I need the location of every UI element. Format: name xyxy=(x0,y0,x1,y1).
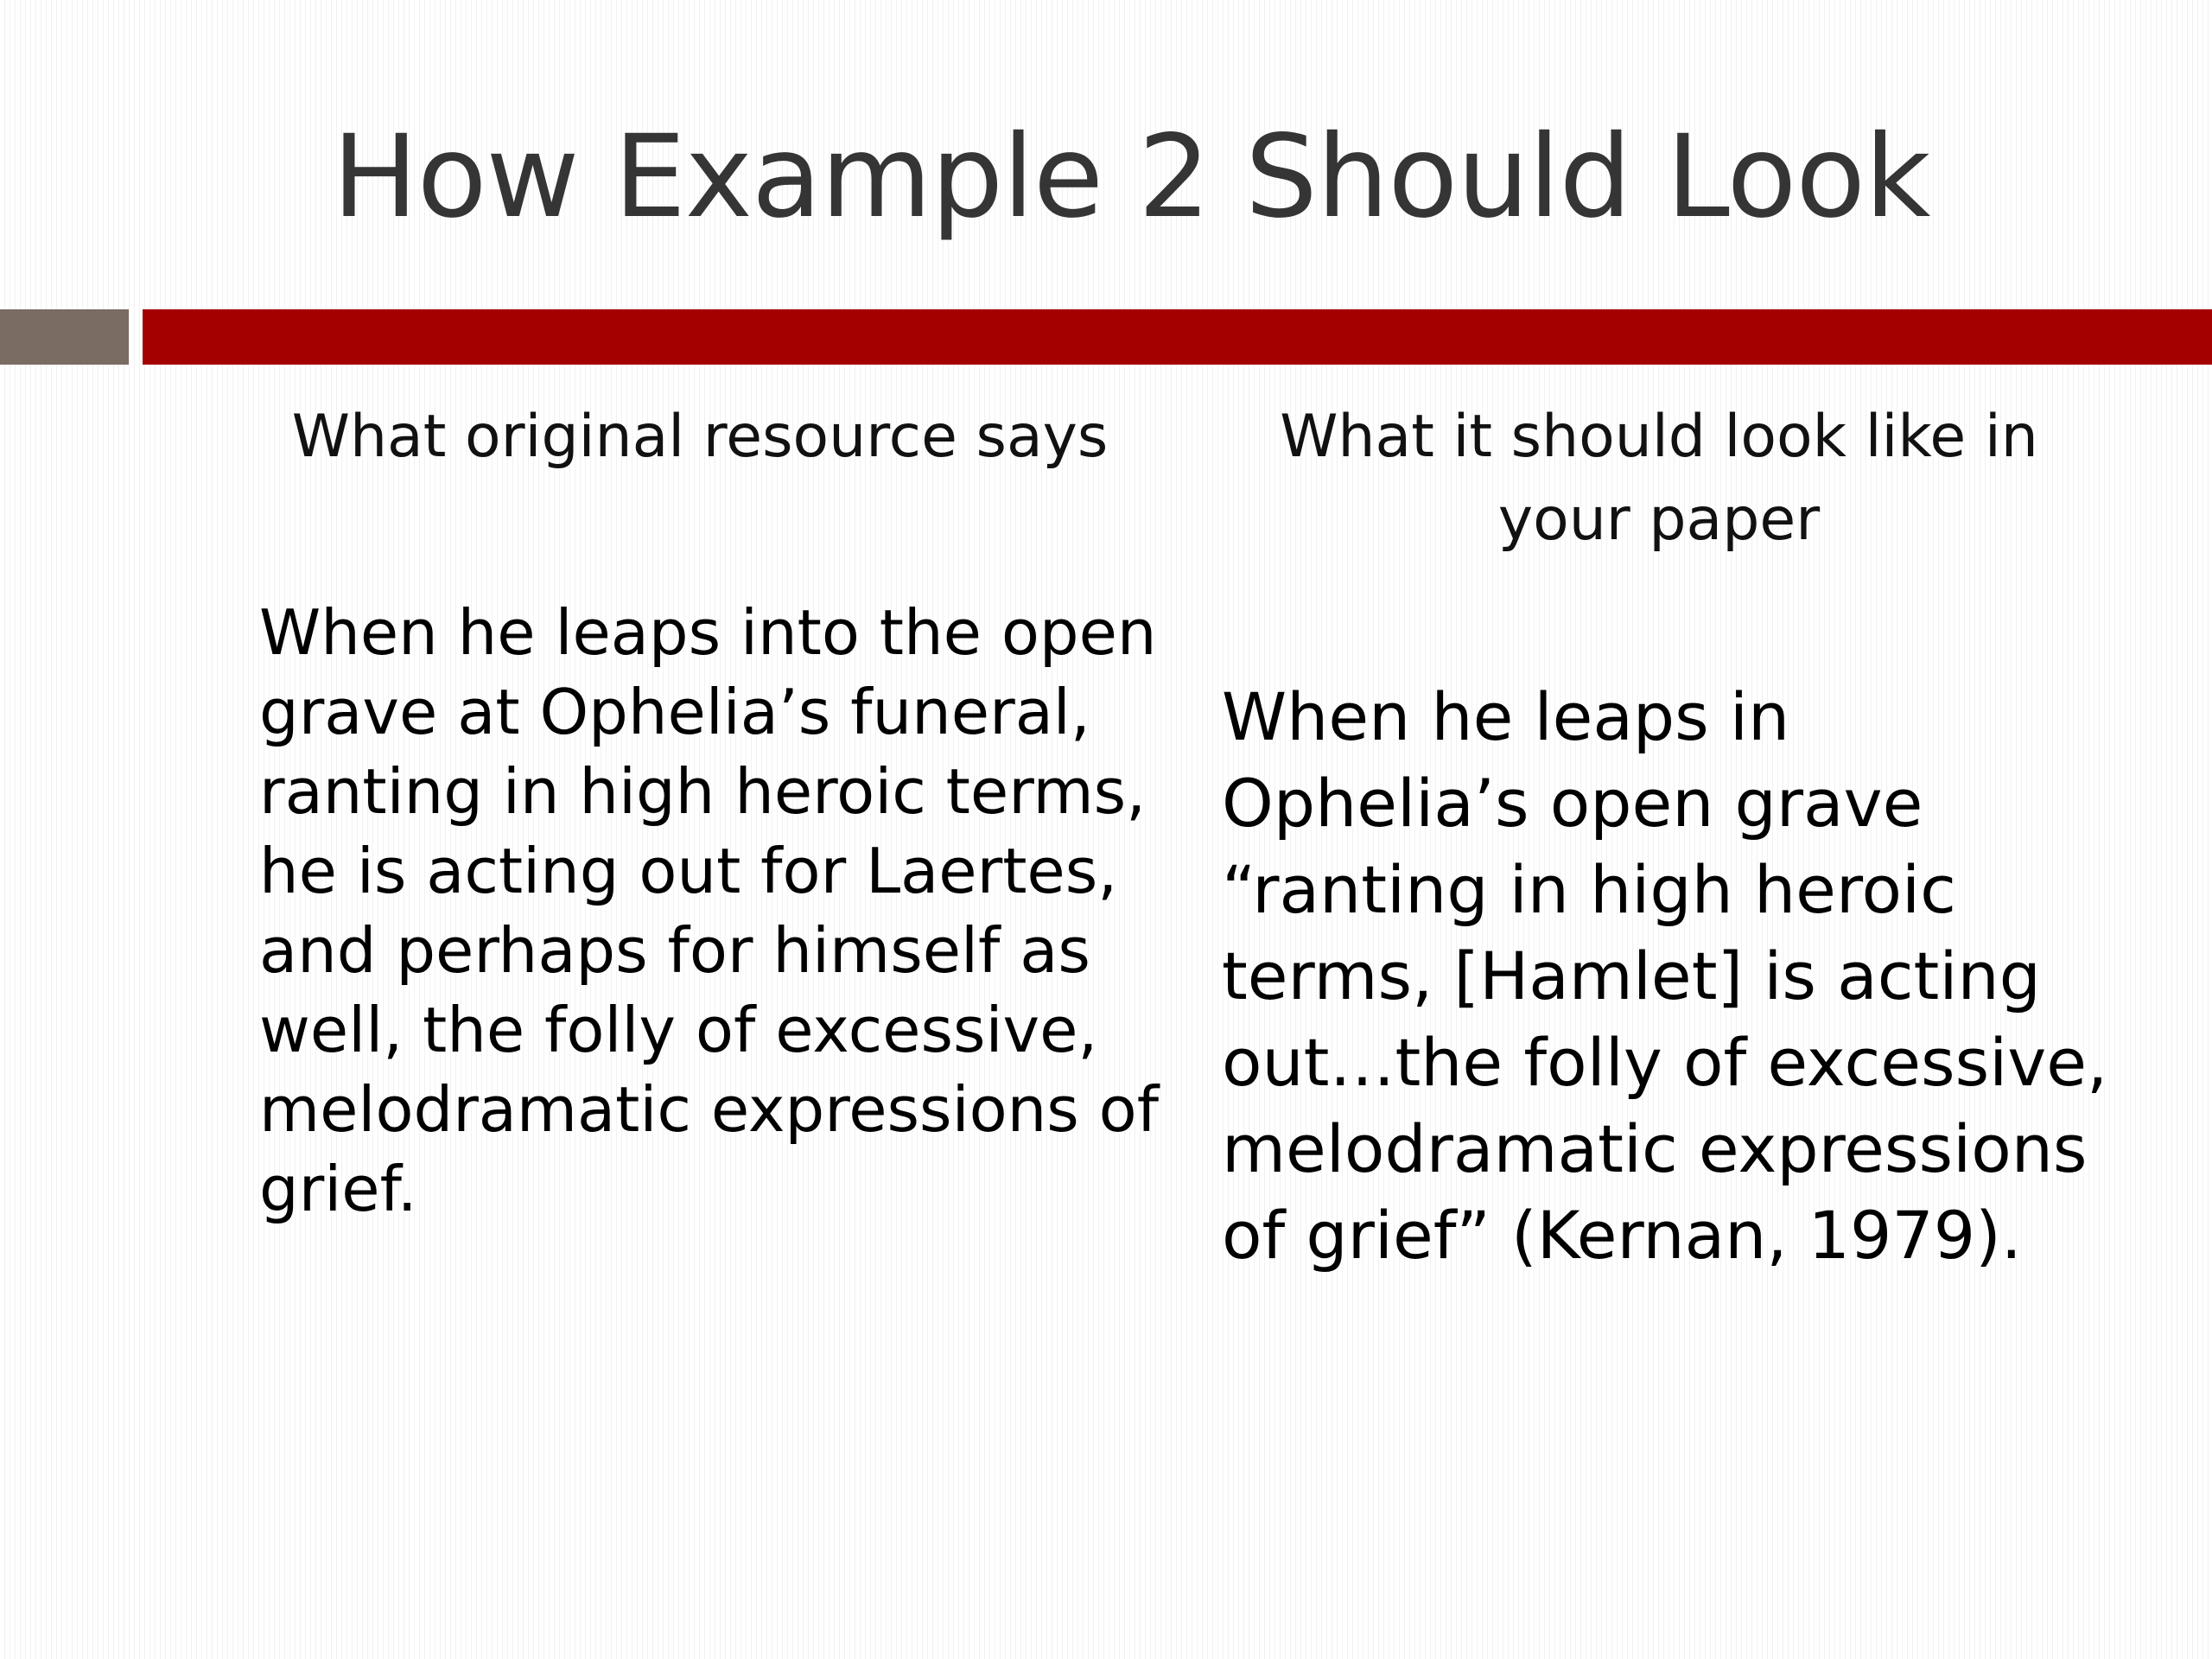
paper-quote-line: When he leaps in xyxy=(1222,678,1790,755)
paper-version-quote xyxy=(1222,674,2120,1279)
paper-quote-line: of grief” (Kernan, 1979). xyxy=(1222,1197,2022,1274)
right-column-heading-line: your paper xyxy=(1497,486,1821,554)
original-quote-line: grave at Ophelia’s funeral, xyxy=(259,676,1090,748)
original-quote-line: and perhaps for himself as xyxy=(259,914,1090,987)
original-source-quote xyxy=(259,593,1175,1229)
paper-quote-line: “ranting in high heroic xyxy=(1222,851,1956,928)
right-column-heading-line: What it should look like in xyxy=(1280,403,2038,471)
original-quote-line: When he leaps into the open xyxy=(259,596,1157,669)
paper-quote-line: terms, [Hamlet] is acting xyxy=(1222,938,2041,1014)
original-quote-line: ranting in high heroic terms, xyxy=(259,755,1147,828)
slide-title: How Example 2 Should Look xyxy=(332,111,1930,244)
title-underline-red-bar xyxy=(143,309,2212,365)
left-column-heading: What original resource says xyxy=(291,403,1109,471)
original-quote-line: melodramatic expressions of xyxy=(259,1073,1160,1146)
right-column-heading xyxy=(1244,396,2074,562)
original-quote-line: well, the folly of excessive, xyxy=(259,994,1098,1066)
paper-quote-line: melodramatic expressions xyxy=(1222,1110,2088,1187)
paper-quote-line: out…the folly of excessive, xyxy=(1222,1024,2108,1101)
title-underline-gray-block xyxy=(0,309,129,365)
original-quote-line: he is acting out for Laertes, xyxy=(259,835,1118,907)
paper-quote-line: Ophelia’s open grave xyxy=(1222,765,1923,842)
original-quote-line: grief. xyxy=(259,1153,417,1225)
